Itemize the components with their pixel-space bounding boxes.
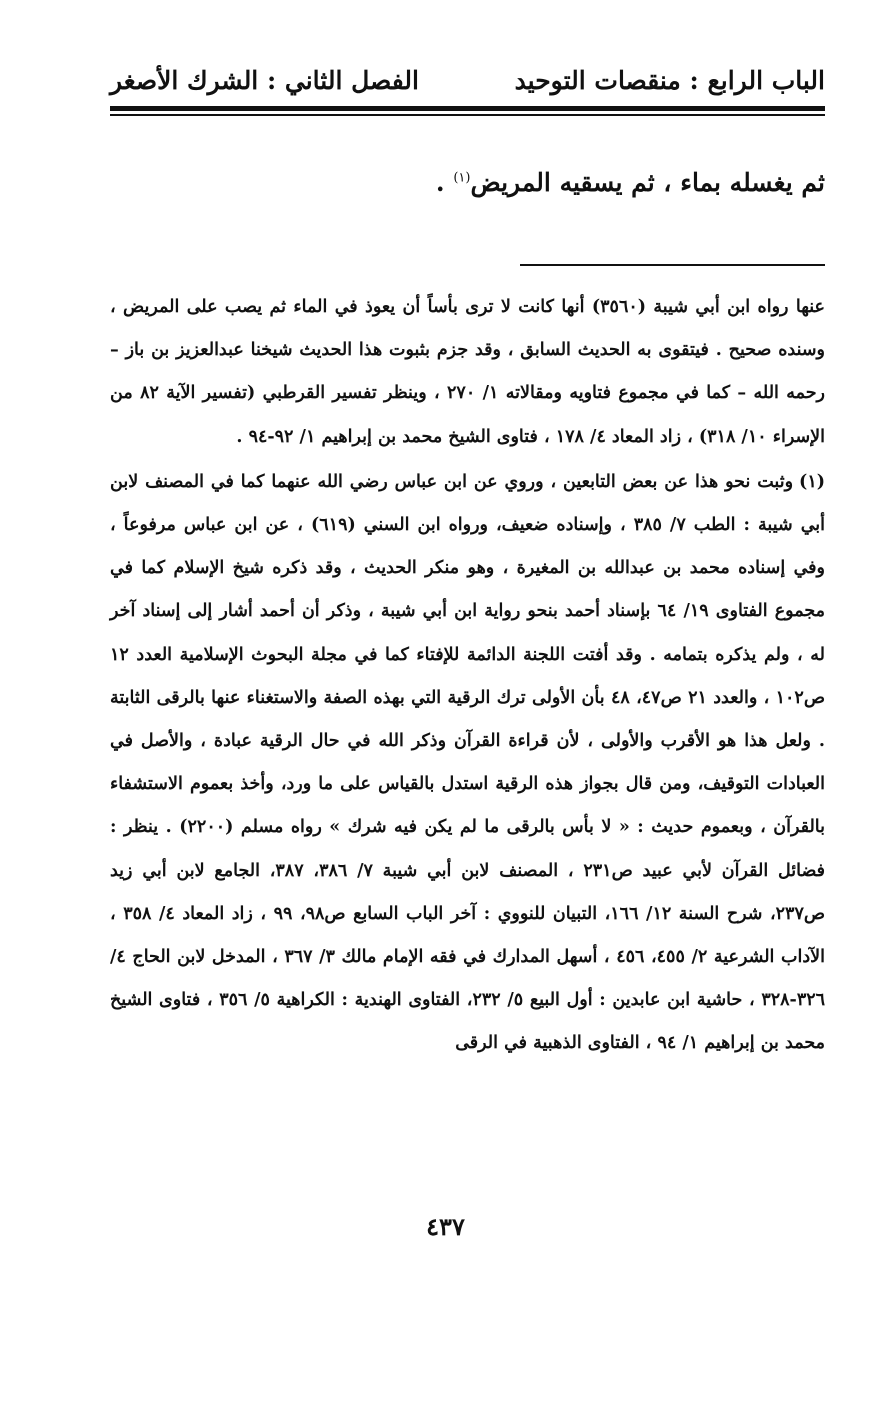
footnote-1 xyxy=(110,461,825,1066)
footnote-reference: (١) xyxy=(453,170,471,186)
header-rule-thin xyxy=(110,114,825,116)
running-header xyxy=(110,58,825,102)
body-line-end: . xyxy=(435,168,454,197)
footnote-continued: عنها رواه ابن أبي شيبة (٣٥٦٠) أنها كانت لا ترى بأساً أن يعوذ في الماء ثم يصب على المريض ، وسنده صحيح . فيتقوى به الحديث السابق ، وقد جزم بثبوت هذا الحديث شيخنا عبدالعزيز بن باز – رحمه الله – كما في مجموع فتاويه ومقالاته ١/ ٢٧٠ ، وينظر تفسير القرطبي (تفسير الآية ٨٢ من الإسراء ١٠/ ٣١٨) ، زاد المعاد ٤/ ١٧٨ ، فتاوى الشيخ محمد بن إبراهيم ١/ ٩٢-٩٤ . xyxy=(110,297,826,447)
footnote-separator xyxy=(520,264,825,266)
footnote-1-marker: (١) xyxy=(799,471,825,492)
chapter-title: الباب الرابع : منقصات التوحيد xyxy=(514,65,825,95)
header-rule xyxy=(110,106,825,111)
footnotes xyxy=(110,286,825,1066)
footnote-1-text: وثبت نحو هذا عن بعض التابعين ، وروي عن ابن عباس رضي الله عنهما كما في المصنف لابن أبي شيبة : الطب ٧/ ٣٨٥ ، وإسناده ضعيف، ورواه ابن السني (٦١٩) ، عن ابن عباس مرفوعاً ، وفي إسناده محمد بن عبدالله بن المغيرة ، وهو منكر الحديث ، وقد ذكره شيخ الإسلام كما في مجموع الفتاوى ١٩/ ٦٤ بإسناد أحمد بنحو رواية ابن أبي شيبة ، وذكر أن أحمد أشار إلى إسناد آخر له ، ولم يذكره بتمامه . وقد أفتت اللجنة الدائمة للإفتاء كما في مجلة البحوث الإسلامية العدد ١٢ ص١٠٢ ، والعدد ٢١ ص٤٧، ٤٨ بأن الأولى ترك الرقية التي بهذه الصفة والاستغناء عنها بالرقى الثابتة . ولعل هذا هو الأقرب والأولى ، لأن قراءة القرآن وذكر الله في حال الرقية عبادة ، والأصل في العبادات التوقيف، ومن قال بجواز هذه الرقية استدل بالقياس على ما ورد، وأخذ بعموم الاستشفاء بالقرآن ، وبعموم حديث : « لا بأس بالرقى ما لم يكن فيه شرك » رواه مسلم (٢٢٠٠) . ينظر : فضائل القرآن لأبي عبيد ص٢٣١ ، المصنف لابن أبي شيبة ٧/ ٣٨٦، ٣٨٧، الجامع لابن أبي زيد ص٢٣٧، شرح السنة ١٢/ ١٦٦، التبيان للنووي : آخر الباب السابع ص٩٨، ٩٩ ، زاد المعاد ٤/ ٣٥٨ ، الآداب الشرعية ٢/ ٤٥٥، ٤٥٦ ، أسهل المدارك في فقه الإمام مالك ٣/ ٣٦٧ ، المدخل لابن الحاج ٤/ ٣٢٦-٣٢٨ ، حاشية ابن عابدين : أول البيع ٥/ ٢٣٢، الفتاوى الهندية : الكراهية ٥/ ٣٥٦ ، فتاوى الشيخ محمد بن إبراهيم ١/ ٩٤ ، الفتاوى الذهبية في الرقى xyxy=(110,471,826,1054)
body-line: ثم يغسله بماء ، ثم يسقيه المريض xyxy=(470,168,825,197)
section-title: الفصل الثاني : الشرك الأصغر xyxy=(110,65,419,95)
body-text xyxy=(436,168,825,197)
page-number: ٤٣٧ xyxy=(426,1212,465,1241)
